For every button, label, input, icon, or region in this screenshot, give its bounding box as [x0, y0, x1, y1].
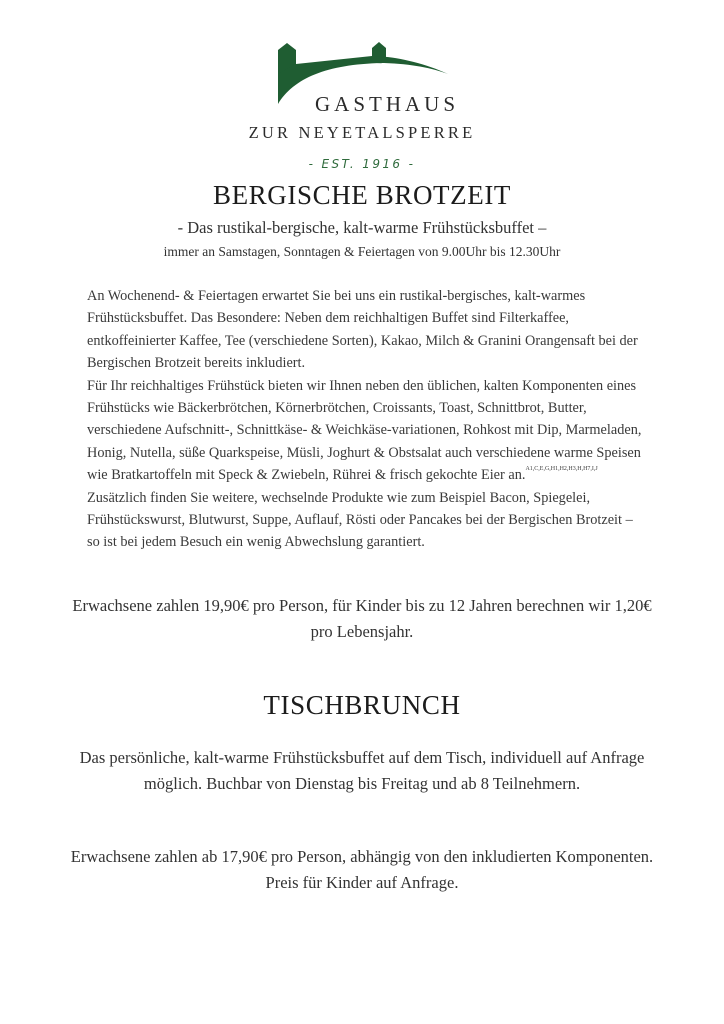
brotzeit-subtitle: - Das rustikal-bergische, kalt-warme Frühstücksbuffet – — [177, 218, 547, 237]
tischbrunch-description: Das persönliche, kalt-warme Frühstücksbuffet auf dem Tisch, individuell auf Anfrage möglich. Buchbar von Dienstag bis Freitag und ab 8 Teilnehmern. — [79, 748, 645, 793]
tischbrunch-price: Erwachsene zahlen ab 17,90€ pro Person, abhängig von den inkludierten Komponenten. Preis für Kinder auf Anfrage. — [70, 847, 654, 892]
paragraph-included-drinks: An Wochenend- & Feiertagen erwartet Sie bei uns ein rustikal-bergisches, kalt-warmes Frühstücksbuffet. Das Besondere: Neben dem reichhaltigen Buffet sind Filterkaffee, entkoffeinierter Kaffee, Tee (verschiedene Sorten), Kakao, Milch & Granini Orangensaft bei der Bergischen Brotzeit bereits inkludiert. — [87, 288, 638, 372]
section-title-tischbrunch: TISCHBRUNCH — [263, 690, 461, 720]
brand-subtitle: ZUR NEYETALSPERRE — [248, 123, 476, 142]
brand-name: GASTHAUS — [314, 92, 459, 116]
paragraph-changing-items: Zusätzlich finden Sie weitere, wechselnde Produkte wie zum Beispiel Bacon, Spiegelei, Frühstückswurst, Blutwurst, Suppe, Auflauf, Rösti oder Pancakes bei der Bergischen Brotzeit – so ist bei jedem Besuch ein wenig Abwechslung garantiert. — [87, 489, 633, 551]
paragraph-buffet-items: Für Ihr reichhaltiges Frühstück bieten wir Ihnen neben den üblichen, kalten Komponenten eines Frühstücks wie Bäckerbrötchen, Körnerbrötchen, Croissants, Toast, Schnittbrot, Butter, verschiedene Aufschnitt-, Schnittkäse- & Weichkäse-variationen, Rohkost mit Dip, Marmeladen, Honig, Nutella, süße Quarkspeise, Müsli, Joghurt & Obstsalat auch verschiedene warme Speisen wie Bratkartoffeln mit Speck & Zwiebeln, Rührei & frisch gekochte Eier an.$^{A1,C,E,G,H1,H2,H3,H,H7,I,J}$ — [87, 377, 642, 484]
section-title-brotzeit: BERGISCHE BROTZEIT — [212, 180, 512, 210]
allergen-codes: A1,C,E,G,H1,H2,H3,H,H7,I,J — [525, 466, 598, 473]
brotzeit-price: Erwachsene zahlen 19,90€ pro Person, für Kinder bis zu 12 Jahren berechnen wir 1,20€ pro Lebensjahr. — [72, 596, 652, 641]
established-year: - EST. 1916 - — [308, 157, 416, 171]
brotzeit-schedule: immer an Samstagen, Sonntagen & Feiertagen von 9.00Uhr bis 12.30Uhr — [163, 244, 561, 259]
brotzeit-description — [87, 285, 643, 554]
brand-logo — [0, 40, 724, 171]
